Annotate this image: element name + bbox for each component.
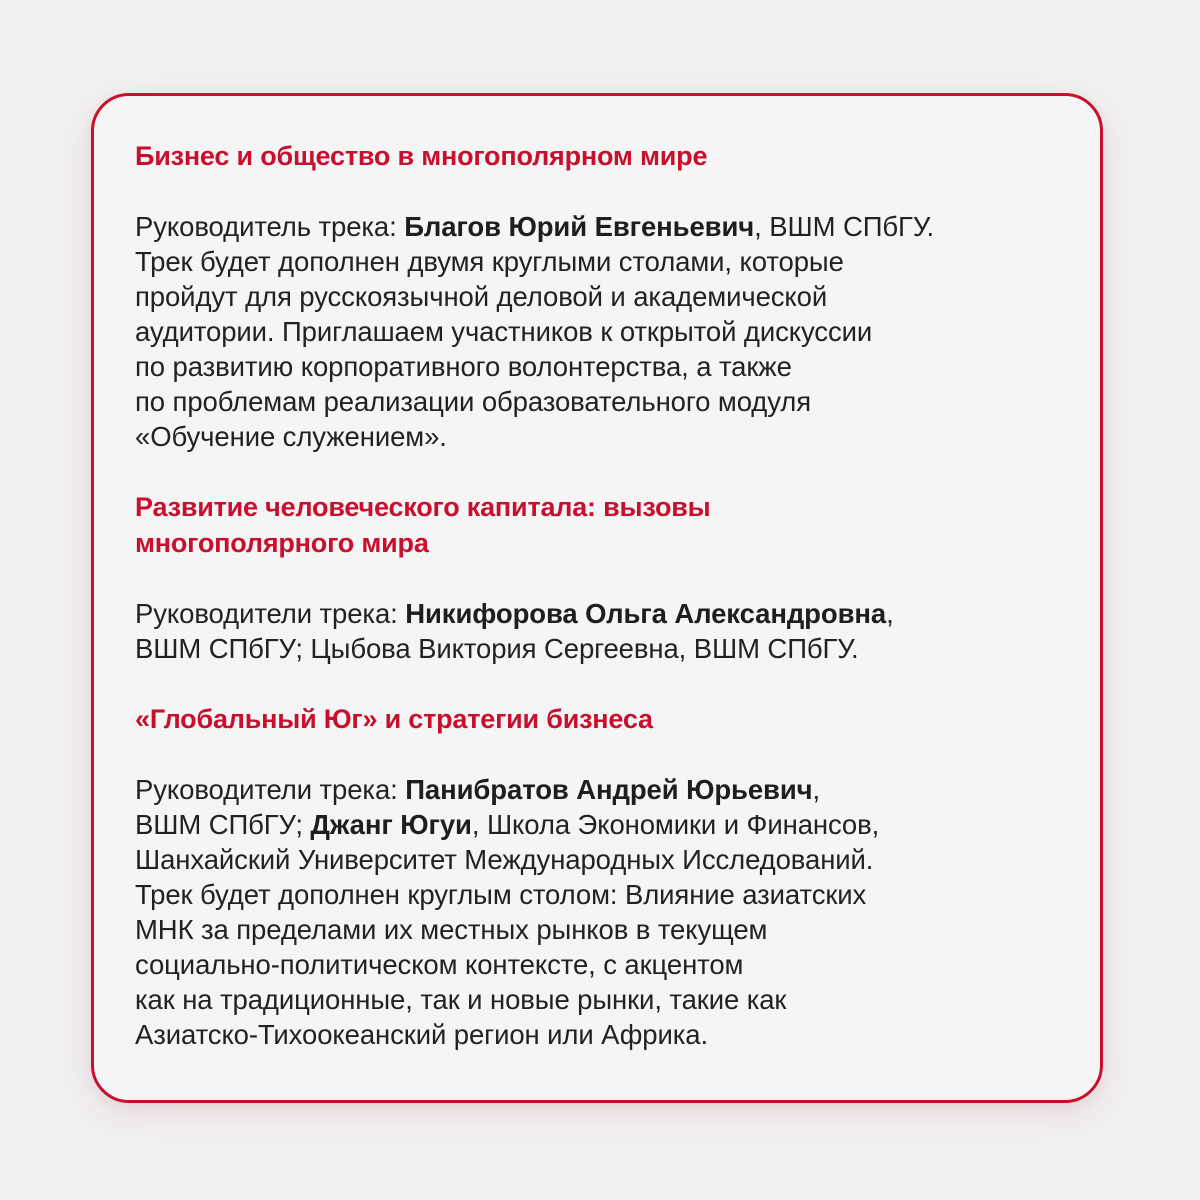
track-section-business-society (135, 138, 1070, 454)
body-text: , (812, 774, 821, 805)
body-line: аудитории. Приглашаем участников к открытой дискуссии (135, 316, 873, 347)
body-line (135, 209, 1070, 244)
body-line: Трек будет дополнен двумя круглыми столами, которые (135, 246, 844, 277)
body-line: «Обучение служением». (135, 421, 447, 452)
body-line (135, 772, 1070, 807)
section-title (135, 701, 1070, 737)
body-line: Трек будет дополнен круглым столом: Влияние азиатских (135, 879, 867, 910)
body-text: , (886, 598, 894, 629)
body-text: , Школа Экономики и Финансов, (471, 809, 880, 840)
section-body (135, 596, 1070, 666)
section-body (135, 209, 1070, 454)
track-section-global-south (135, 701, 1070, 1052)
body-text: ВШМ СПбГУ; (135, 809, 311, 840)
body-line: пройдут для русскоязычной деловой и академической (135, 281, 828, 312)
body-line: МНК за пределами их местных рынков в текущем (135, 914, 768, 945)
body-text: Руководитель трека: (135, 211, 405, 242)
body-text: Руководители трека: (135, 598, 406, 629)
section-body (135, 772, 1070, 1052)
leader-name: Панибратов Андрей Юрьевич (405, 774, 813, 805)
content-card (91, 93, 1103, 1103)
body-line: по развитию корпоративного волонтерства, а также (135, 351, 792, 382)
leader-name: Джанг Югуи (310, 809, 472, 840)
body-line (135, 596, 1070, 631)
leader-name: Никифорова Ольга Александровна (405, 598, 887, 629)
body-text: , ВШМ СПбГУ. (754, 211, 935, 242)
body-text: Руководители трека: (135, 774, 406, 805)
body-line: социально-политическом контексте, с акцентом (135, 949, 744, 980)
title-line: многополярного мира (135, 528, 429, 558)
body-line: по проблемам реализации образовательного модуля (135, 386, 812, 417)
body-line: как на традиционные, так и новые рынки, такие как (135, 984, 787, 1015)
section-title (135, 138, 1070, 174)
body-line: Шанхайский Университет Международных Исследований. (135, 844, 874, 875)
title-line: Бизнес и общество в многополярном мире (135, 141, 708, 171)
title-line: «Глобальный Юг» и стратегии бизнеса (135, 704, 653, 734)
title-line: Развитие человеческого капитала: вызовы (135, 492, 711, 522)
leader-name: Благов Юрий Евгеньевич (404, 211, 755, 242)
track-section-human-capital (135, 489, 1070, 666)
body-line (135, 807, 1070, 842)
section-title (135, 489, 1070, 561)
body-line: Азиатско-Тихоокеанский регион или Африка. (135, 1019, 708, 1050)
body-line: ВШМ СПбГУ; Цыбова Виктория Сергеевна, ВШМ СПбГУ. (135, 633, 859, 664)
